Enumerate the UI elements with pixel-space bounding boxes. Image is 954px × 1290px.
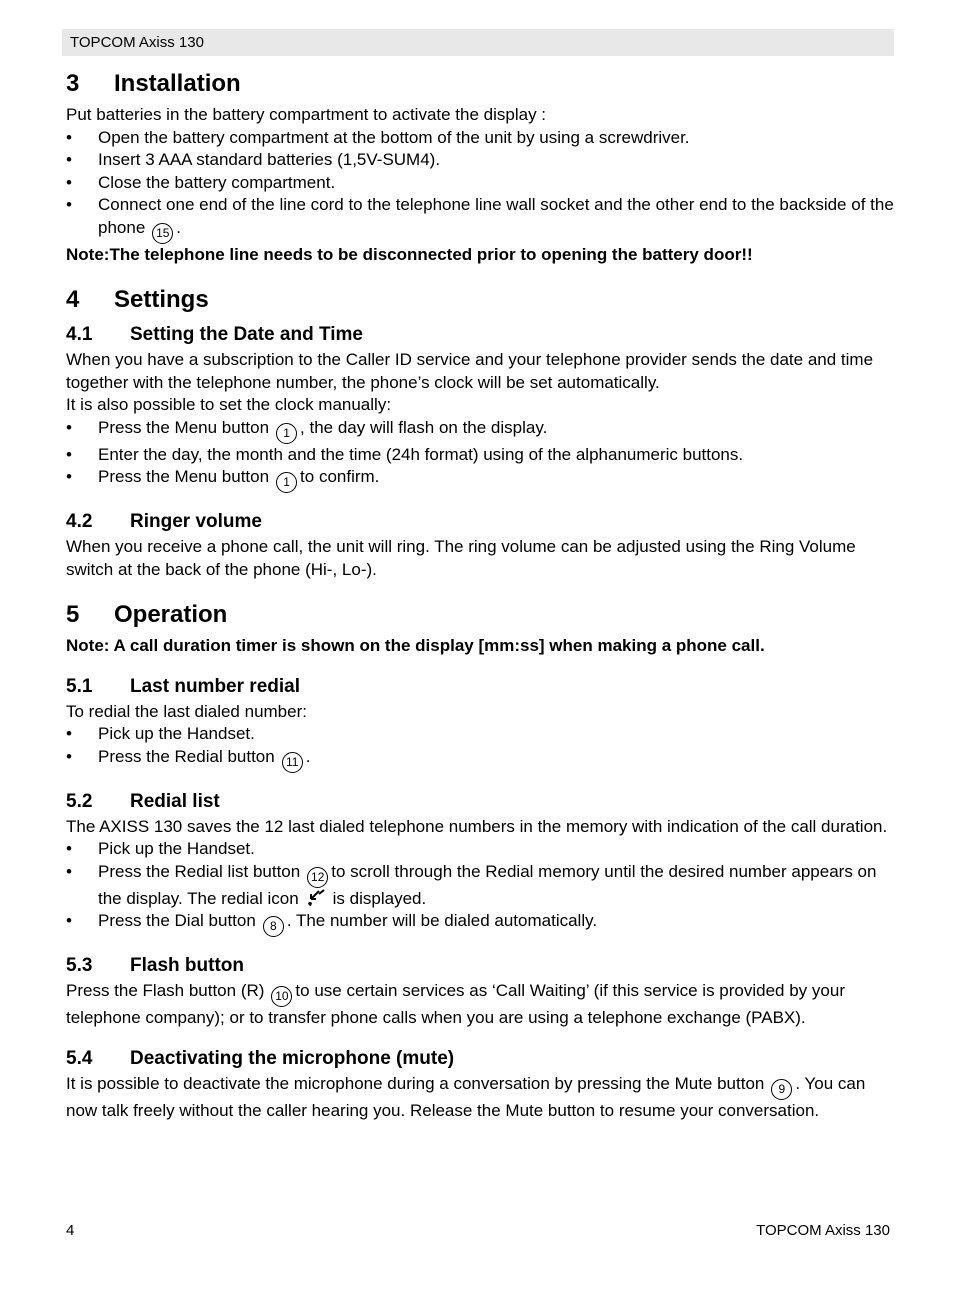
section-4-heading bbox=[66, 286, 894, 314]
list-item bbox=[66, 127, 894, 150]
page-content bbox=[66, 70, 894, 1122]
subsection-number: 5.1 bbox=[66, 675, 93, 697]
subsection-number: 5.4 bbox=[66, 1047, 93, 1069]
bullet: • bbox=[66, 417, 72, 437]
list-item bbox=[66, 194, 894, 244]
list-item bbox=[66, 838, 894, 861]
list-item-text: , the day will flash on the display. bbox=[300, 417, 548, 437]
list-item-text: Press the Dial button bbox=[98, 911, 256, 930]
paragraph: To redial the last dialed number: bbox=[66, 701, 307, 721]
subsection-5-3-heading bbox=[66, 955, 894, 977]
bullet: • bbox=[66, 911, 72, 930]
paragraph-text: It is possible to deactivate the microphone during a conversation by pressing the Mute button bbox=[66, 1073, 765, 1093]
installation-note: Note:The telephone line needs to be disconnected prior to opening the battery door!! bbox=[66, 244, 753, 264]
section-number: 3 bbox=[66, 70, 80, 97]
section-title: Operation bbox=[114, 601, 228, 628]
redial-list-steps bbox=[66, 838, 894, 937]
bullet: • bbox=[66, 195, 72, 214]
subsection-title: Last number redial bbox=[130, 675, 300, 697]
subsection-number: 5.2 bbox=[66, 790, 93, 812]
list-item-text: Press the Menu button bbox=[98, 467, 270, 486]
section-5-heading bbox=[66, 601, 894, 629]
list-item bbox=[66, 444, 894, 467]
list-item bbox=[66, 861, 894, 911]
list-item bbox=[66, 149, 894, 172]
list-item-text: . bbox=[305, 746, 311, 766]
bullet: • bbox=[66, 127, 72, 147]
installation-intro: Put batteries in the battery compartment to activate the display : bbox=[66, 105, 547, 124]
list-item-text: Insert 3 AAA standard batteries (1,5V-SUM4). bbox=[98, 150, 441, 169]
button-reference: 15 bbox=[152, 223, 173, 244]
list-item-text: to confirm. bbox=[300, 467, 380, 486]
paragraph: It is also possible to set the clock manually: bbox=[66, 395, 392, 414]
section-number: 5 bbox=[66, 601, 80, 628]
list-item bbox=[66, 172, 894, 195]
redial-steps bbox=[66, 723, 894, 773]
list-item-text: Open the battery compartment at the bottom of the unit by using a screwdriver. bbox=[98, 127, 690, 147]
bullet: • bbox=[66, 746, 72, 766]
redial-icon bbox=[305, 888, 327, 908]
footer-title: TOPCOM Axiss 130 bbox=[756, 1222, 890, 1239]
subsection-title: Setting the Date and Time bbox=[130, 324, 363, 345]
subsection-number: 4.1 bbox=[66, 324, 93, 345]
list-item-text: Pick up the Handset. bbox=[98, 839, 255, 858]
section-title: Installation bbox=[114, 70, 241, 97]
list-item-text: Press the Menu button bbox=[98, 417, 270, 437]
button-reference: 8 bbox=[263, 916, 284, 937]
paragraph: When you have a subscription to the Caller ID service and your telephone provider sends the date and time together with the telephone number, the phone’s clock will be set automatically. bbox=[66, 350, 874, 392]
list-item-text: Press the Redial button bbox=[98, 746, 275, 766]
list-item-text: Close the battery compartment. bbox=[98, 172, 336, 192]
bullet: • bbox=[66, 861, 72, 881]
operation-note: Note: A call duration timer is shown on the display [mm:ss] when making a phone call. bbox=[66, 636, 765, 655]
bullet: • bbox=[66, 839, 72, 858]
list-item-text: . The number will be dialed automatically. bbox=[286, 911, 598, 930]
subsection-title: Ringer volume bbox=[130, 511, 262, 532]
bullet: • bbox=[66, 444, 72, 464]
bullet: • bbox=[66, 172, 72, 192]
paragraph-text: . You can now talk freely without the caller hearing you. Release the Mute button to resume your conversation. bbox=[66, 1073, 866, 1120]
subsection-5-2-heading bbox=[66, 791, 894, 813]
list-item-text: is displayed. bbox=[332, 888, 427, 908]
list-item-text: Connect one end of the line cord to the telephone line wall socket and the other end to the backside of the phone bbox=[98, 195, 894, 237]
subsection-4-1-heading bbox=[66, 324, 894, 346]
subsection-4-2-heading bbox=[66, 511, 894, 533]
list-item-text: . bbox=[176, 217, 182, 237]
button-reference: 1 bbox=[276, 423, 297, 444]
list-item bbox=[66, 417, 894, 444]
subsection-5-1-heading bbox=[66, 676, 894, 698]
subsection-title: Deactivating the microphone (mute) bbox=[130, 1047, 455, 1069]
button-reference: 11 bbox=[282, 752, 303, 773]
subsection-number: 4.2 bbox=[66, 511, 93, 532]
installation-steps bbox=[66, 127, 894, 244]
page-number: 4 bbox=[66, 1222, 75, 1239]
paragraph-text: to use certain services as ‘Call Waiting’ (if this service is provided by your telephone company); or to transfer phone calls when you are using a telephone exchange (PABX). bbox=[66, 981, 845, 1027]
bullet: • bbox=[66, 724, 72, 743]
section-number: 4 bbox=[66, 286, 80, 313]
button-reference: 12 bbox=[307, 867, 328, 888]
bullet: • bbox=[66, 150, 72, 169]
paragraph-text: Press the Flash button (R) bbox=[66, 981, 265, 1000]
bullet: • bbox=[66, 467, 72, 486]
list-item-text: Press the Redial list button bbox=[98, 861, 301, 881]
paragraph bbox=[66, 980, 894, 1030]
subsection-number: 5.3 bbox=[66, 955, 93, 976]
list-item bbox=[66, 746, 894, 773]
section-3-heading bbox=[66, 70, 894, 98]
list-item bbox=[66, 910, 894, 937]
button-reference: 1 bbox=[276, 472, 297, 493]
subsection-title: Flash button bbox=[130, 955, 244, 976]
header-title: TOPCOM Axiss 130 bbox=[70, 34, 204, 51]
list-item-text: to scroll through the Redial memory until the desired number appears on the display. The redial icon bbox=[98, 861, 877, 908]
paragraph: The AXISS 130 saves the 12 last dialed telephone numbers in the memory with indication of the call duration. bbox=[66, 816, 888, 836]
subsection-5-4-heading bbox=[66, 1048, 894, 1070]
button-reference: 10 bbox=[271, 986, 292, 1007]
subsection-title: Redial list bbox=[130, 790, 220, 812]
running-header bbox=[62, 29, 894, 56]
paragraph: When you receive a phone call, the unit will ring. The ring volume can be adjusted using the Ring Volume switch at the back of the phone (Hi-, Lo-). bbox=[66, 537, 856, 579]
section-title: Settings bbox=[114, 286, 209, 313]
list-item-text: Pick up the Handset. bbox=[98, 724, 255, 743]
paragraph bbox=[66, 1073, 894, 1123]
button-reference: 9 bbox=[771, 1079, 792, 1100]
list-item bbox=[66, 723, 894, 746]
list-item-text: Enter the day, the month and the time (24h format) using of the alphanumeric buttons. bbox=[98, 444, 744, 464]
clock-steps bbox=[66, 417, 894, 494]
list-item bbox=[66, 466, 894, 493]
